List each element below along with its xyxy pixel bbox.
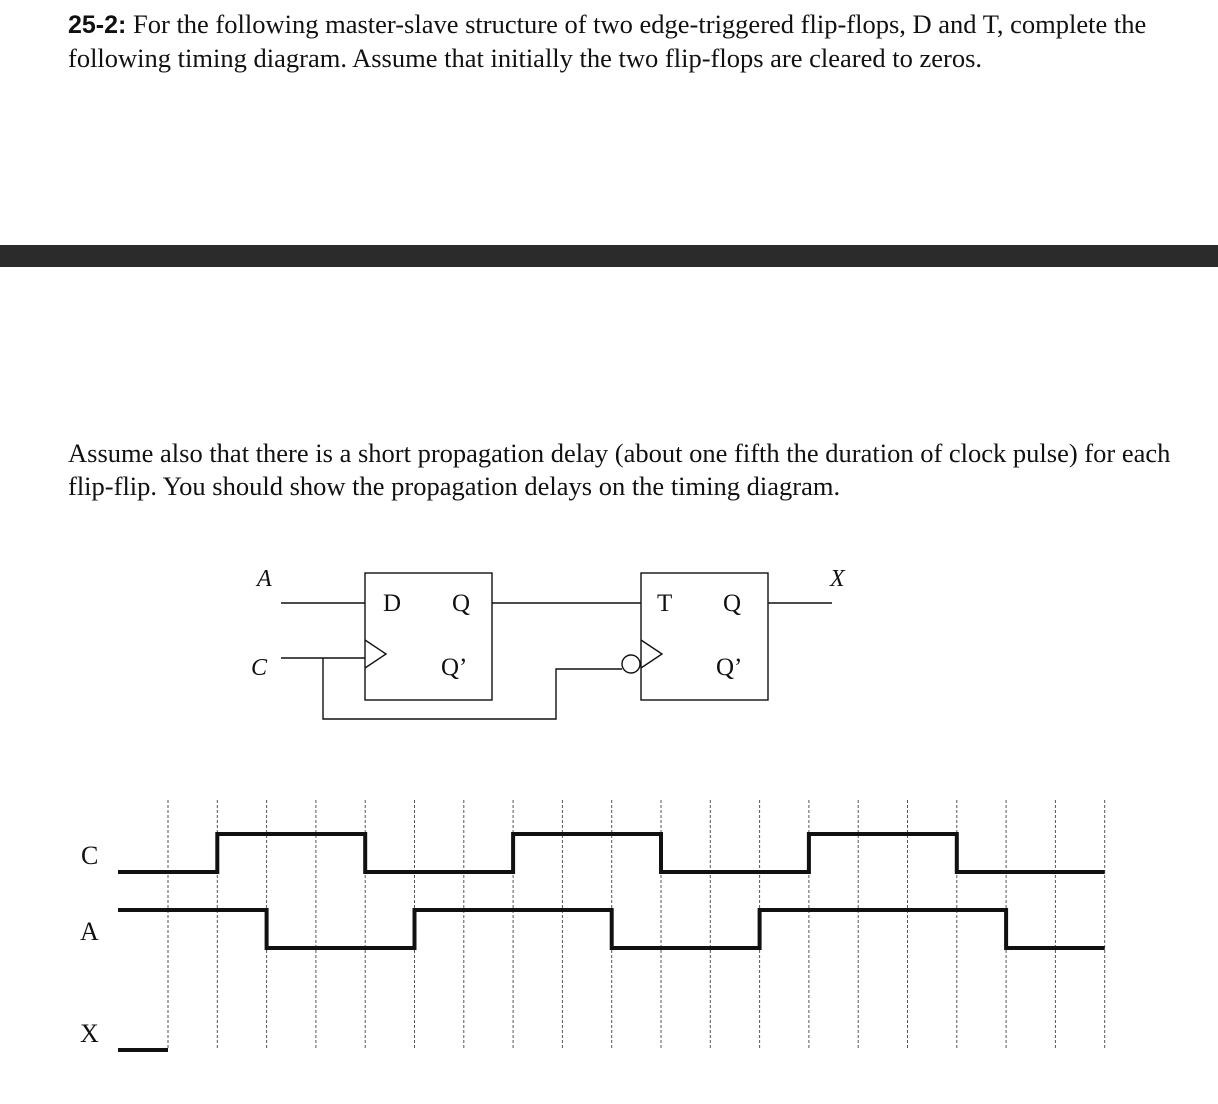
timing-grid bbox=[168, 800, 1105, 1050]
timing-labels bbox=[80, 841, 99, 1048]
circuit-labels bbox=[251, 566, 846, 681]
tff-t-pin-label: T bbox=[657, 590, 673, 617]
d-ff-clock-triangle bbox=[365, 640, 386, 668]
tff-qbar-pin-label: Q’ bbox=[716, 654, 743, 681]
circuit-label-a: A bbox=[257, 566, 272, 592]
propagation-note: Assume also that there is a short propagation delay (about one fifth the duration of clock pulse) for each flip-flip. You should show the propagation delays on the timing diagram. bbox=[68, 438, 1171, 501]
timing-label-c: C bbox=[81, 841, 99, 870]
circuit-diagram bbox=[281, 573, 832, 719]
wire-c-to-t-clock bbox=[323, 658, 622, 719]
dff-q-pin-label: Q bbox=[452, 590, 471, 617]
t-ff-clock-triangle bbox=[641, 640, 662, 668]
problem-number: 25-2: bbox=[68, 11, 127, 39]
timing-label-a: A bbox=[80, 917, 99, 946]
problem-text: For the following master-slave structure of two edge-triggered flip-flops, D and T, complete the following timing diagram. Assume that initially the two flip-flops are cleared to zeros. bbox=[68, 9, 1147, 73]
timing-label-x: X bbox=[80, 1019, 99, 1048]
circuit-label-c: C bbox=[251, 655, 268, 681]
dff-qbar-pin-label: Q’ bbox=[441, 654, 468, 681]
circuit-label-x: X bbox=[830, 566, 845, 592]
tff-q-pin-label: Q bbox=[723, 590, 742, 617]
dff-d-pin-label: D bbox=[383, 590, 402, 617]
t-ff-clock-inverter-bubble bbox=[622, 655, 640, 673]
